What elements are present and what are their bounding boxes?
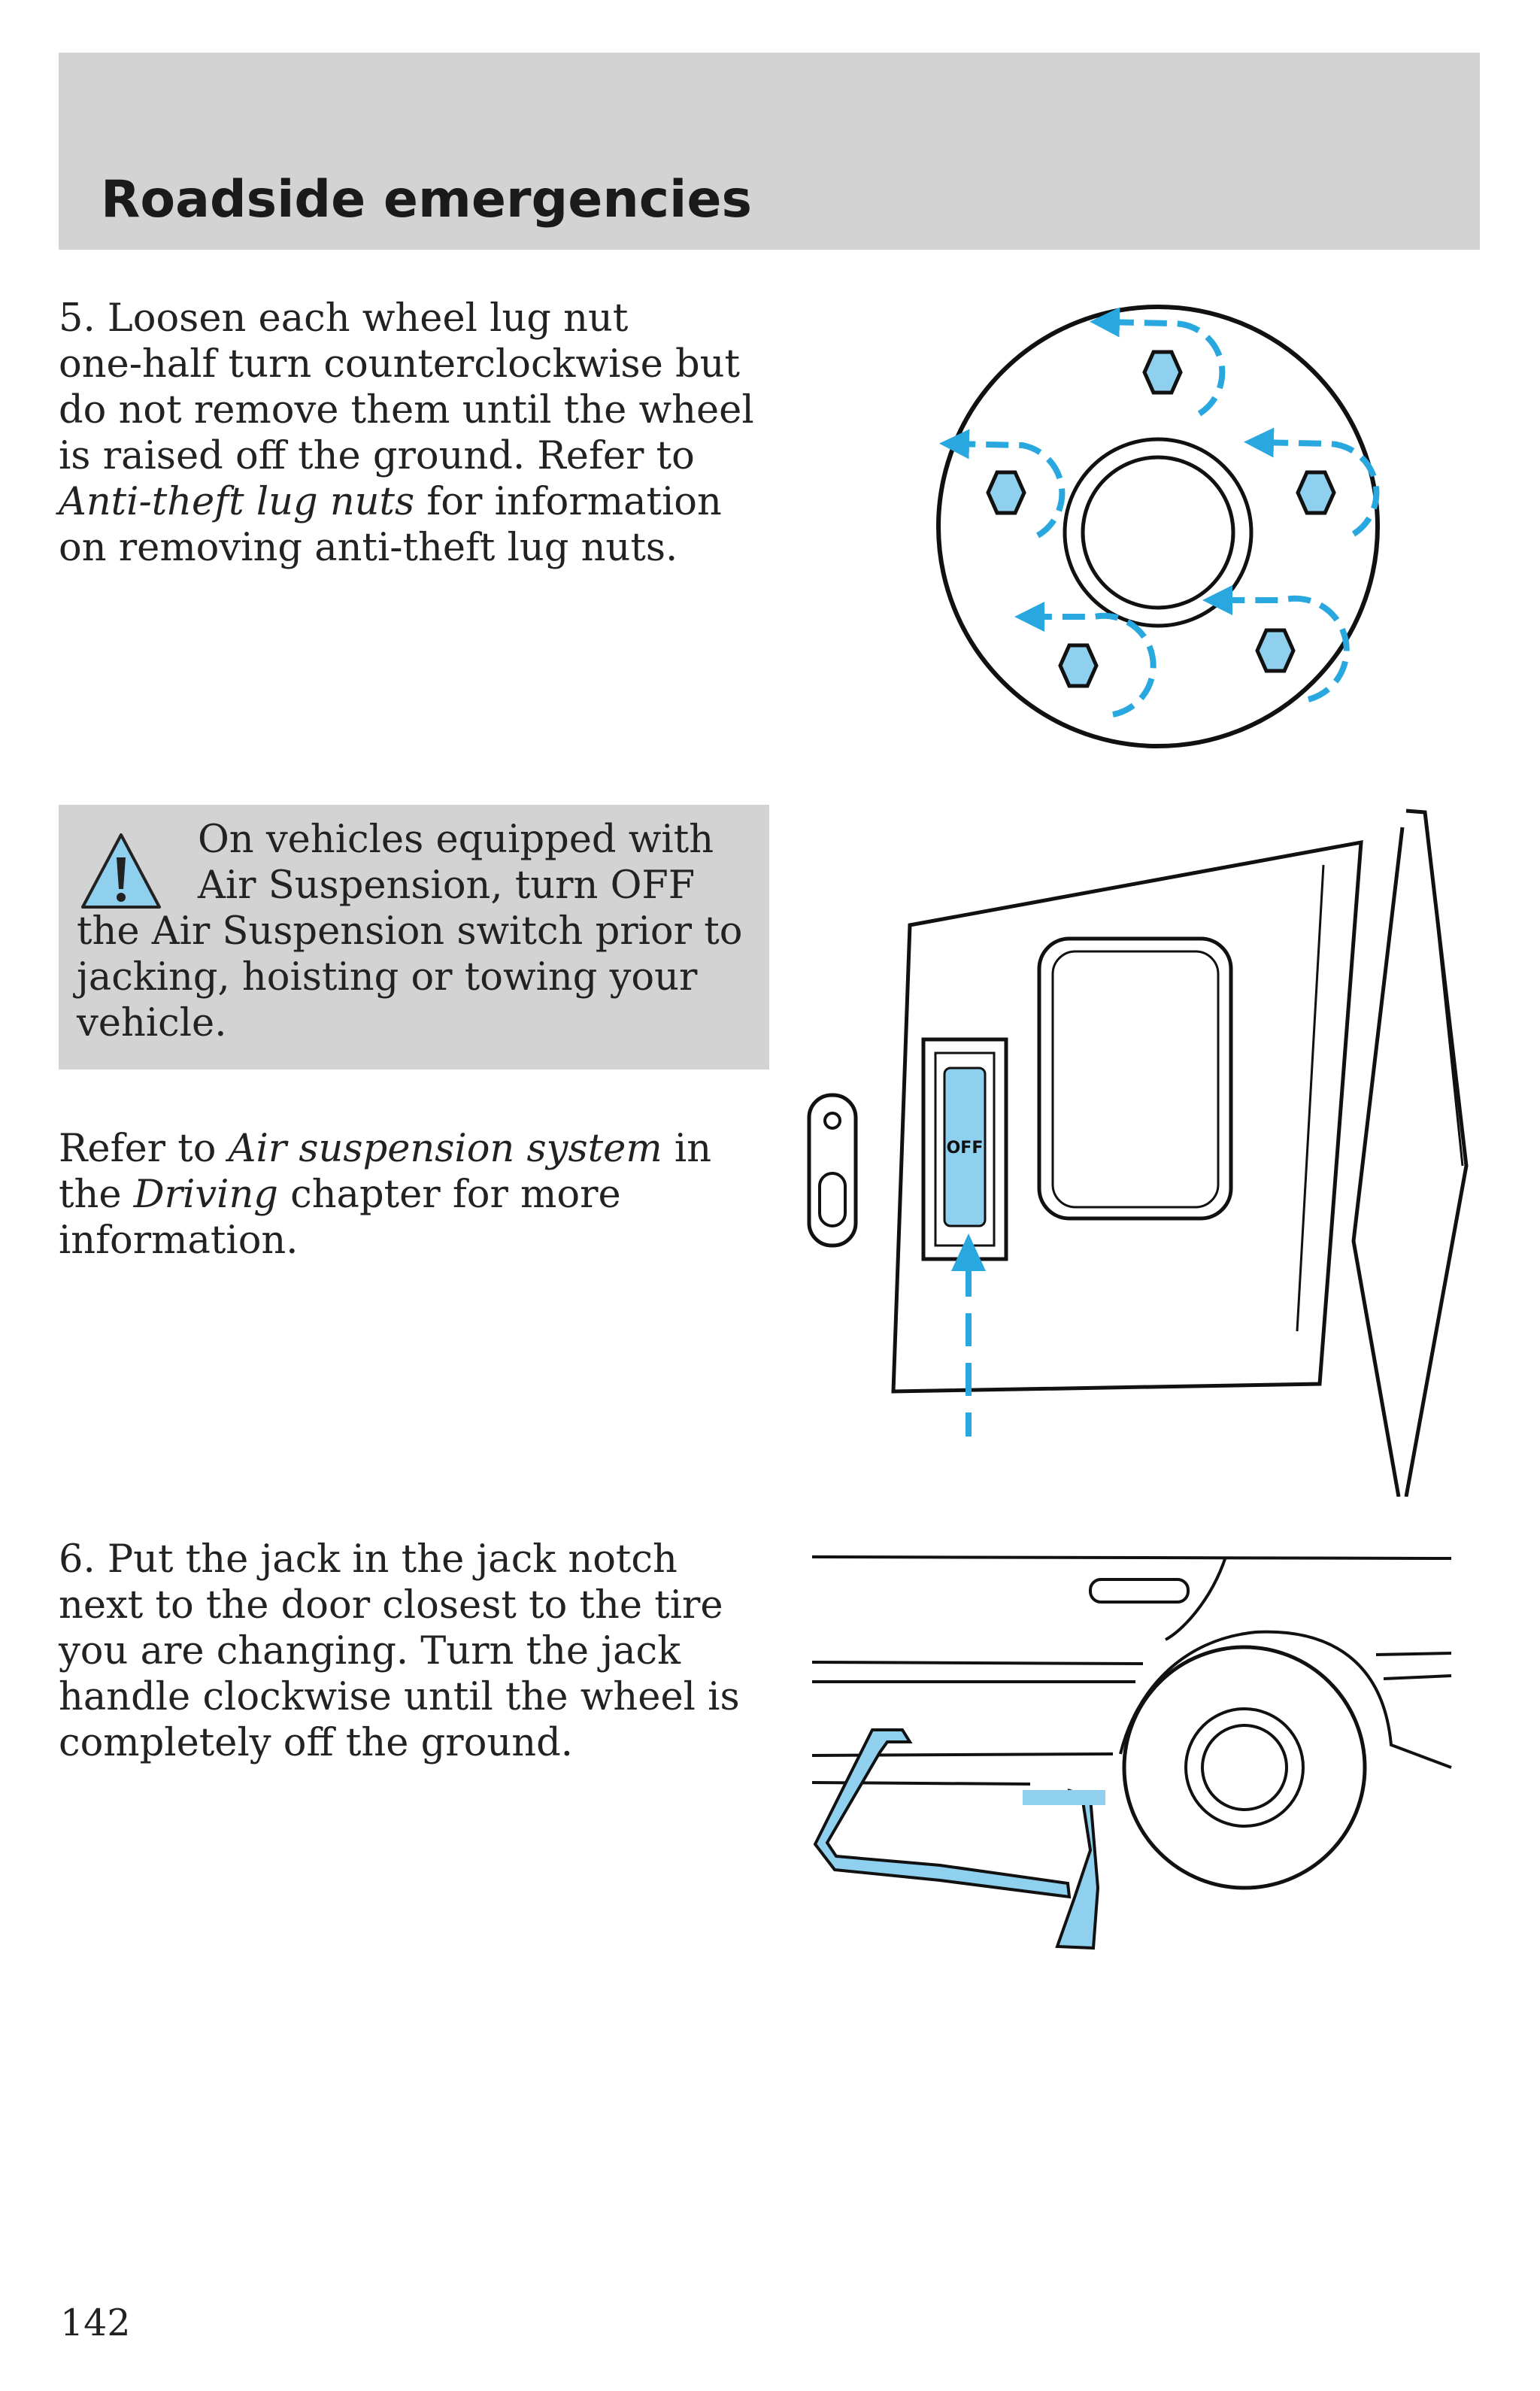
lug-nut-icon xyxy=(988,472,1024,513)
warning-line-5: vehicle. xyxy=(77,1001,227,1045)
step-5-line-1: 5. Loosen each wheel lug nut xyxy=(59,296,629,341)
step-6-text xyxy=(59,1537,781,1766)
section-header xyxy=(59,53,1480,250)
refer-line-1-end: in xyxy=(662,1127,712,1171)
refer-line-3: information. xyxy=(59,1218,299,1263)
step-5-line-6: on removing anti-theft lug nuts. xyxy=(59,526,678,570)
jack-body xyxy=(1057,1790,1098,1948)
step-5-line-5-rest: for information xyxy=(414,480,722,524)
lug-nut-wheel-illustration xyxy=(902,286,1399,767)
warning-line-3: the Air Suspension switch prior to xyxy=(77,909,743,954)
step-5-line-3: do not remove them until the wheel xyxy=(59,388,754,432)
driving-chapter-reference: Driving xyxy=(133,1173,278,1217)
page-title: Roadside emergencies xyxy=(101,170,752,229)
warning-line-4: jacking, hoisting or towing your xyxy=(77,955,698,1000)
lug-nut-icon xyxy=(1144,352,1181,393)
lug-nut-icon xyxy=(1060,645,1096,686)
wheel-hub-inner xyxy=(1083,457,1233,608)
step-5-line-2: one-half turn counterclockwise but xyxy=(59,342,740,387)
air-suspension-switch-illustration xyxy=(797,805,1474,1497)
air-suspension-reference-text xyxy=(59,1126,781,1264)
car-body-line xyxy=(812,1557,1451,1558)
warning-line-2: Air Suspension, turn OFF xyxy=(198,863,696,908)
warning-text xyxy=(77,817,761,1046)
page-number: 142 xyxy=(60,2301,131,2344)
switch-off-label: OFF xyxy=(946,1139,984,1158)
step-6-line-4: handle clockwise until the wheel is xyxy=(59,1675,740,1719)
anti-theft-lug-nuts-reference: Anti-theft lug nuts xyxy=(59,480,415,524)
door-handle xyxy=(1090,1579,1188,1602)
step-5-text xyxy=(59,296,781,571)
air-suspension-system-reference: Air suspension system xyxy=(228,1127,662,1171)
lug-nut-icon xyxy=(1298,472,1334,513)
step-5-line-4: is raised off the ground. Refer to xyxy=(59,434,695,478)
refer-line-2-end: chapter for more xyxy=(277,1173,621,1217)
jack-position-illustration xyxy=(805,1549,1466,1971)
refer-line-2-start: the xyxy=(59,1173,134,1217)
step-6-line-2: next to the door closest to the tire xyxy=(59,1583,723,1628)
refer-line-1-start: Refer to xyxy=(59,1127,229,1171)
step-6-line-5: completely off the ground. xyxy=(59,1721,573,1765)
warning-line-1: On vehicles equipped with xyxy=(198,818,714,862)
access-window xyxy=(1039,939,1231,1218)
air-suspension-warning-box xyxy=(59,805,769,1070)
step-6-line-1: 6. Put the jack in the jack notch xyxy=(59,1537,678,1582)
lug-nut-icon xyxy=(1257,630,1293,671)
step-6-line-3: you are changing. Turn the jack xyxy=(59,1629,681,1673)
